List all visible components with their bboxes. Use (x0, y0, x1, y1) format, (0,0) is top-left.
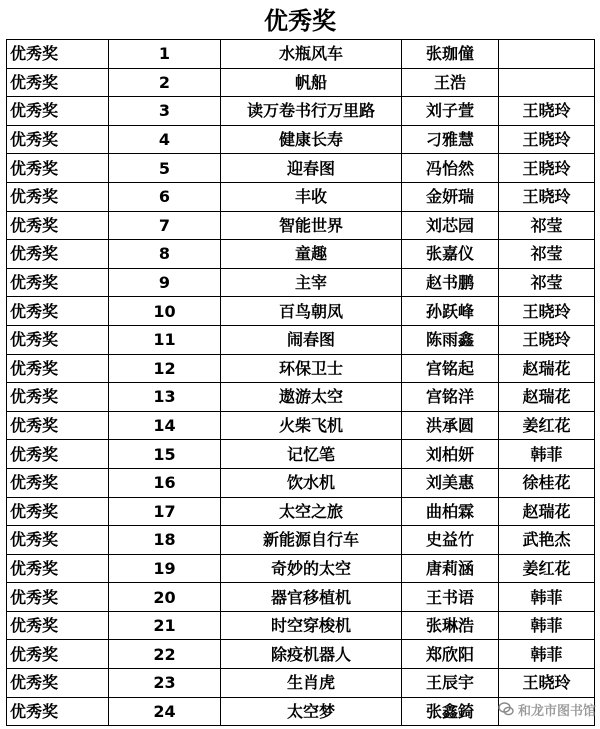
work-title-cell: 闹春图 (221, 325, 402, 354)
table-row (7, 497, 595, 526)
teacher-name-cell: 武艳杰 (499, 526, 595, 555)
award-cell: 优秀奖 (7, 297, 109, 326)
award-cell: 优秀奖 (7, 383, 109, 412)
wechat-icon (498, 701, 514, 717)
student-name-cell: 王浩 (402, 68, 499, 97)
student-name-cell: 刘美惠 (402, 468, 499, 497)
student-name-cell: 陈雨鑫 (402, 325, 499, 354)
work-title-cell: 主宰 (221, 268, 402, 297)
student-name-cell: 宫铭起 (402, 354, 499, 383)
number-cell: 12 (109, 354, 221, 383)
work-title-cell: 帆船 (221, 68, 402, 97)
award-cell: 优秀奖 (7, 526, 109, 555)
work-title-cell: 健康长寿 (221, 125, 402, 154)
work-title-cell: 器官移植机 (221, 583, 402, 612)
number-cell: 4 (109, 125, 221, 154)
award-cell: 优秀奖 (7, 68, 109, 97)
award-cell: 优秀奖 (7, 440, 109, 469)
teacher-name-cell: 祁莹 (499, 211, 595, 240)
student-name-cell: 史益竹 (402, 526, 499, 555)
work-title-cell: 读万卷书行万里路 (221, 97, 402, 126)
table-row (7, 554, 595, 583)
number-cell: 5 (109, 154, 221, 183)
student-name-cell: 王辰宇 (402, 669, 499, 698)
work-title-cell: 除疫机器人 (221, 640, 402, 669)
work-title-cell: 生肖虎 (221, 669, 402, 698)
work-title-cell: 新能源自行车 (221, 526, 402, 555)
work-title-cell: 饮水机 (221, 468, 402, 497)
award-cell: 优秀奖 (7, 583, 109, 612)
student-name-cell: 张鑫錡 (402, 697, 499, 726)
number-cell: 21 (109, 611, 221, 640)
work-title-cell: 记忆笔 (221, 440, 402, 469)
award-cell: 优秀奖 (7, 697, 109, 726)
watermark-text: 和龙市图书馆 (517, 703, 596, 719)
award-cell: 优秀奖 (7, 611, 109, 640)
work-title-cell: 遨游太空 (221, 383, 402, 412)
table-row (7, 440, 595, 469)
award-cell: 优秀奖 (7, 40, 109, 69)
student-name-cell: 张琳浩 (402, 611, 499, 640)
number-cell: 23 (109, 669, 221, 698)
number-cell: 9 (109, 268, 221, 297)
student-name-cell: 赵书鹏 (402, 268, 499, 297)
sheet-title: 优秀奖 (6, 3, 594, 40)
award-cell: 优秀奖 (7, 554, 109, 583)
number-cell: 11 (109, 325, 221, 354)
number-cell: 13 (109, 383, 221, 412)
student-name-cell: 张嘉仪 (402, 240, 499, 269)
number-cell: 14 (109, 411, 221, 440)
number-cell: 7 (109, 211, 221, 240)
student-name-cell: 张珈僮 (402, 40, 499, 69)
table-row (7, 211, 595, 240)
award-cell: 优秀奖 (7, 354, 109, 383)
table-row (7, 611, 595, 640)
award-cell: 优秀奖 (7, 640, 109, 669)
table-row (7, 97, 595, 126)
number-cell: 17 (109, 497, 221, 526)
watermark (498, 699, 596, 719)
award-cell: 优秀奖 (7, 468, 109, 497)
teacher-name-cell: 王晓玲 (499, 97, 595, 126)
teacher-name-cell: 姜红花 (499, 411, 595, 440)
work-title-cell: 太空之旅 (221, 497, 402, 526)
teacher-name-cell: 祁莹 (499, 268, 595, 297)
teacher-name-cell: 徐桂花 (499, 468, 595, 497)
number-cell: 24 (109, 697, 221, 726)
table-row (7, 383, 595, 412)
teacher-name-cell: 姜红花 (499, 554, 595, 583)
table-row (7, 240, 595, 269)
number-cell: 1 (109, 40, 221, 69)
work-title-cell: 迎春图 (221, 154, 402, 183)
student-name-cell: 刘子萱 (402, 97, 499, 126)
teacher-name-cell (499, 40, 595, 69)
number-cell: 16 (109, 468, 221, 497)
award-cell: 优秀奖 (7, 669, 109, 698)
work-title-cell: 童趣 (221, 240, 402, 269)
award-cell: 优秀奖 (7, 211, 109, 240)
award-cell: 优秀奖 (7, 411, 109, 440)
award-table (6, 39, 595, 726)
teacher-name-cell: 王晓玲 (499, 182, 595, 211)
table-row (7, 354, 595, 383)
student-name-cell: 郑欣阳 (402, 640, 499, 669)
number-cell: 6 (109, 182, 221, 211)
work-title-cell: 时空穿梭机 (221, 611, 402, 640)
student-name-cell: 刘芯园 (402, 211, 499, 240)
teacher-name-cell: 王晓玲 (499, 154, 595, 183)
teacher-name-cell: 赵瑞花 (499, 497, 595, 526)
teacher-name-cell: 王晓玲 (499, 297, 595, 326)
teacher-name-cell: 赵瑞花 (499, 383, 595, 412)
award-cell: 优秀奖 (7, 182, 109, 211)
student-name-cell: 刘柏妍 (402, 440, 499, 469)
number-cell: 20 (109, 583, 221, 612)
table-row (7, 583, 595, 612)
table-row (7, 526, 595, 555)
award-cell: 优秀奖 (7, 97, 109, 126)
student-name-cell: 金妍瑞 (402, 182, 499, 211)
student-name-cell: 冯怡然 (402, 154, 499, 183)
table-row (7, 411, 595, 440)
student-name-cell: 洪承圆 (402, 411, 499, 440)
number-cell: 10 (109, 297, 221, 326)
award-cell: 优秀奖 (7, 268, 109, 297)
work-title-cell: 火柴飞机 (221, 411, 402, 440)
teacher-name-cell: 王晓玲 (499, 325, 595, 354)
teacher-name-cell: 韩菲 (499, 583, 595, 612)
student-name-cell: 唐莉涵 (402, 554, 499, 583)
student-name-cell: 孙跃峰 (402, 297, 499, 326)
work-title-cell: 太空梦 (221, 697, 402, 726)
number-cell: 15 (109, 440, 221, 469)
table-row (7, 182, 595, 211)
work-title-cell: 百鸟朝凤 (221, 297, 402, 326)
number-cell: 18 (109, 526, 221, 555)
teacher-name-cell: 韩菲 (499, 611, 595, 640)
number-cell: 19 (109, 554, 221, 583)
teacher-name-cell: 韩菲 (499, 640, 595, 669)
table-row (7, 154, 595, 183)
student-name-cell: 宫铭洋 (402, 383, 499, 412)
table-row (7, 268, 595, 297)
number-cell: 22 (109, 640, 221, 669)
work-title-cell: 丰收 (221, 182, 402, 211)
award-cell: 优秀奖 (7, 240, 109, 269)
student-name-cell: 刁雅慧 (402, 125, 499, 154)
student-name-cell: 王书语 (402, 583, 499, 612)
teacher-name-cell: 韩菲 (499, 440, 595, 469)
number-cell: 2 (109, 68, 221, 97)
number-cell: 3 (109, 97, 221, 126)
table-row (7, 669, 595, 698)
teacher-name-cell: 祁莹 (499, 240, 595, 269)
award-cell: 优秀奖 (7, 125, 109, 154)
work-title-cell: 水瓶风车 (221, 40, 402, 69)
student-name-cell: 曲柏霖 (402, 497, 499, 526)
award-cell: 优秀奖 (7, 325, 109, 354)
table-row (7, 640, 595, 669)
number-cell: 8 (109, 240, 221, 269)
teacher-name-cell (499, 68, 595, 97)
work-title-cell: 智能世界 (221, 211, 402, 240)
work-title-cell: 奇妙的太空 (221, 554, 402, 583)
table-row (7, 297, 595, 326)
award-cell: 优秀奖 (7, 497, 109, 526)
award-cell: 优秀奖 (7, 154, 109, 183)
table-row (7, 68, 595, 97)
table-row (7, 40, 595, 69)
work-title-cell: 环保卫士 (221, 354, 402, 383)
teacher-name-cell: 王晓玲 (499, 669, 595, 698)
table-row (7, 325, 595, 354)
teacher-name-cell: 赵瑞花 (499, 354, 595, 383)
table-row (7, 125, 595, 154)
table-row (7, 468, 595, 497)
teacher-name-cell: 王晓玲 (499, 125, 595, 154)
